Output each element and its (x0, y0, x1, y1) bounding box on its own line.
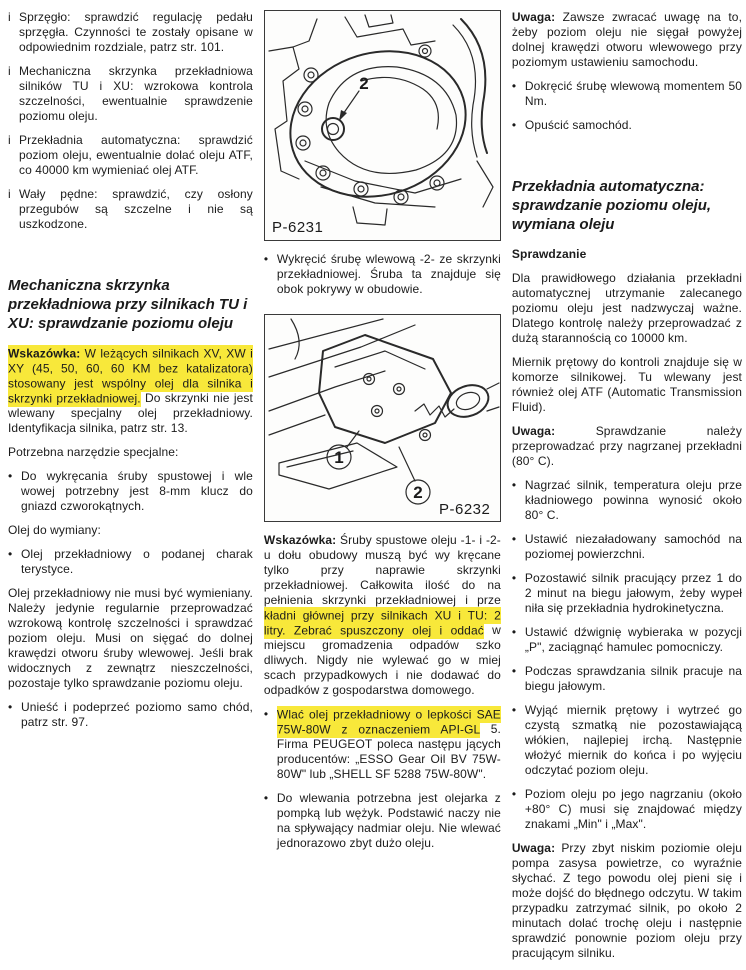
list-item-text (525, 625, 742, 655)
text-segment: Olej przekładniowy o podanej charak terystyce. (21, 547, 253, 576)
list-item-text (525, 703, 742, 778)
list-item-text (277, 707, 501, 782)
text-segment: Uwaga: (511, 841, 556, 855)
list-item-text (19, 10, 253, 55)
text-segment: 5. Firma PEUGEOT poleca następu jących producentów: „ESSO Gear Oil BV 75W-80W" lub „SHELL SF 5288 75W-80W". (276, 722, 501, 781)
text-segment: Ustawić dźwignię wybieraka w pozycji „P", zaciągnąć hamulec pomocniczy. (524, 625, 742, 654)
figure-p6232 (264, 314, 501, 522)
column-left (8, 10, 253, 970)
list-item (8, 133, 253, 178)
text-segment: Uwaga: (511, 424, 556, 438)
figure-callout-1: 1 (334, 448, 344, 467)
section-heading: Przekładnia automatyczna: sprawdzanie poziomu oleju, wymiana oleju (511, 178, 712, 233)
text-segment: Olej do wymiany: (8, 523, 101, 537)
text-segment: Sprzęgło: sprawdzić regulację pedału sprzęgła. Czynności te zostały opisane w odpowiednim rozdziale, patrz str. 101. (19, 10, 253, 54)
list-item (8, 547, 253, 577)
highlighted-text: W leżących silnikach XV, XW i XY (45, 50, 60, 60 KM bez katalizatora) stosowany jest wspólny olej dla silnika i skrzynki przekładniowej. (8, 346, 253, 405)
bullet-marker: • (263, 252, 269, 266)
list-item (512, 478, 742, 523)
list-item-text (525, 478, 742, 523)
bullet-marker: • (511, 532, 517, 546)
highlighted-text: Wlać olej przekładniowy o lepkości SAE 75W-80W z oznaczeniem API-GL (276, 707, 501, 736)
paragraph (264, 533, 501, 698)
text-segment: Mechaniczna skrzynka przekładniowa silników TU i XU: wzrokowa kontrola szczelności, ewentualnie sprawdzenie poziomu oleju. (19, 64, 253, 123)
list-item (264, 252, 501, 297)
paragraph (8, 586, 253, 691)
text-segment: Do wykręcania śruby spustowej i wle wowej potrzebny jest 8-mm klucz do gniazd czworokątnych. (21, 469, 253, 513)
list-item-text (525, 79, 742, 109)
figure-p6231 (264, 10, 501, 241)
bullet-marker: • (511, 118, 517, 132)
list-item (8, 187, 253, 232)
figure-callout-2: 2 (359, 74, 369, 93)
paragraph (512, 271, 742, 346)
bullet-marker: i (8, 64, 11, 78)
column-right (512, 10, 742, 970)
text-segment: Wyjąć miernik prętowy i wytrzeć go czystą szmatką nie pozostawiającą włókien, najlepiej irchą. Następnie włożyć miernik do końca i po wyjęciu odczytać poziom oleju. (524, 703, 742, 777)
list-item-text (525, 787, 742, 832)
bullet-marker: • (511, 625, 517, 639)
column-middle (264, 10, 501, 970)
list-item-text (19, 187, 253, 232)
text-segment: w miejscu gromadzenia odpadów szko dliwych. Nigdy nie wylewać go w miej scach przypadkowych i nie dodawać do odpadków z gospodarstwa domowego. (263, 623, 501, 697)
text-segment: Przy zbyt niskim poziomie oleju pompa zasysa powietrze, co wyraźnie słychać. Z tego powodu olej pieni się i może dojść do błędnego odczytu. W takim przypadku zatrzymać silnik, po około 2 minutach dolać trochę oleju i następnie sprawdzić ponownie poziom oleju przy pracującym silniku. (511, 841, 742, 960)
list-item (512, 625, 742, 655)
bullet-marker: • (8, 469, 13, 483)
text-segment: Do wlewania potrzebna jest olejarka z pompką lub wężyk. Podstawić naczy nie na spływający nadmiar oleju. Nie wlewać jednorazowo zbyt dużo oleju. (276, 791, 501, 850)
list-item-text (277, 252, 501, 297)
text-segment: Poziom oleju po jego nagrzaniu (około +80° C) musi się znajdować między znakami „Min" i „Max". (524, 787, 742, 831)
text-segment: Śruby spustowe oleju -1- i -2- u dołu obudowy muszą być wy kręcane tylko przy naprawie skrzynki przekładniowej. Całkowita ilość do na pełnienia skrzynki przekładniowej i prze (263, 533, 501, 607)
bullet-marker: • (8, 700, 13, 714)
list-item (264, 707, 501, 782)
gearbox-filler-plug-drawing (265, 11, 500, 240)
list-item (8, 469, 253, 514)
figure-callout-2: 2 (413, 483, 423, 502)
text-segment: Nagrzać silnik, temperatura oleju prze kładniowego powinna wynosić około 80° C. (524, 478, 742, 522)
text-segment: Miernik prętowy do kontroli znajduje się w komorze silnikowej. Tu wlewany jest również olej ATF (Automatic Transmission Fluid). (511, 355, 742, 414)
text-segment: Do skrzynki nie jest wlewany specjalny olej przekładniowy. Identyfikacja silnika, patrz str. 13. (8, 391, 253, 435)
bullet-marker: • (8, 547, 13, 561)
list-item (8, 700, 253, 730)
list-item (512, 118, 742, 133)
text-segment: Ustawić niezaładowany samochód na poziomej powierzchni. (524, 532, 742, 561)
bullet-marker: • (511, 478, 517, 492)
sub-heading: Sprawdzanie (511, 247, 587, 261)
figure-label: P-6231 (271, 219, 324, 236)
text-segment: Pozostawić silnik pracujący przez 1 do 2 minut na biegu jałowym, żeby wypeł niła się przekładnia hydrokinetyczna. (524, 571, 742, 615)
text-segment: Dokręcić śrubę wlewową momentem 50 Nm. (524, 79, 742, 108)
paragraph (512, 355, 742, 415)
paragraph (512, 841, 742, 961)
list-item (512, 532, 742, 562)
paragraph (8, 445, 253, 460)
bullet-marker: • (511, 787, 517, 801)
text-segment: Olej przekładniowy nie musi być wymieniany. Należy jedynie regularnie przeprowadzać wzrokową kontrolę szczelności i sprawdzać poziom oleju. Musi on sięgać do dolnej krawędzi otworu śruby wlewowej. Jeśli brak widocznych z zewnątrz nieszczelności, pozostaje tylko sprawdzanie poziomu oleju. (8, 586, 253, 690)
bullet-marker: i (8, 10, 11, 24)
list-item (512, 703, 742, 778)
list-item (512, 787, 742, 832)
list-item-text (525, 118, 742, 133)
highlighted-text: kładni głównej przy silnikach XU i TU: 2 litry. Zebrać spuszczony olej i oddać (263, 608, 501, 637)
list-item (264, 791, 501, 851)
text-segment: Wały pędne: sprawdzić, czy osłony przegubów są szczelne i nie są uszkodzone. (19, 187, 253, 231)
bullet-marker: • (263, 791, 269, 805)
text-segment: Sprawdzanie należy przeprowadzać przy nagrzanej przekładni (80° C). (511, 424, 742, 468)
bullet-marker: • (511, 703, 517, 717)
gearbox-drain-plugs-drawing (265, 315, 500, 521)
bullet-marker: • (263, 707, 269, 721)
list-item (512, 79, 742, 109)
list-item-text (525, 532, 742, 562)
text-segment: Zawsze zwracać uwagę na to, żeby poziom oleju nie sięgał powyżej dolnej krawędzi otworu wlewowego przy poziomym ustawieniu samochodu. (511, 10, 742, 69)
text-segment: Wykręcić śrubę wlewową -2- ze skrzynki przekładniowej. Śruba ta znajduje się obok pokrywy w obudowie. (276, 252, 501, 296)
text-segment: Potrzebna narzędzie specjalne: (8, 445, 179, 459)
figure-label: P-6232 (438, 501, 491, 518)
paragraph (512, 10, 742, 70)
bullet-marker: • (511, 664, 517, 678)
list-item (512, 571, 742, 616)
text-segment: Przekładnia automatyczna: sprawdzić poziom oleju, ewentualnie dolać oleju ATF, co 40000 km wymieniać olej ATF. (19, 133, 253, 177)
list-item-text (277, 791, 501, 851)
bullet-marker: i (8, 187, 11, 201)
list-item-text (19, 133, 253, 178)
bullet-marker: i (8, 133, 11, 147)
paragraph (8, 523, 253, 538)
text-segment: Unieść i podeprzeć poziomo samo chód, patrz str. 97. (21, 700, 253, 729)
paragraph (512, 424, 742, 469)
text-segment: Opuścić samochód. (524, 118, 632, 132)
list-item-text (21, 469, 253, 514)
text-segment: Uwaga: (511, 10, 556, 24)
highlighted-text: Wskazówka: (8, 346, 81, 360)
bullet-marker: • (511, 79, 517, 93)
text-segment: Wskazówka: (263, 533, 337, 547)
text-segment: Podczas sprawdzania silnik pracuje na biegu jałowym. (524, 664, 742, 693)
list-item (512, 664, 742, 694)
list-item (8, 64, 253, 124)
paragraph (8, 346, 253, 436)
list-item-text (19, 64, 253, 124)
list-item-text (21, 547, 253, 577)
bullet-marker: • (511, 571, 517, 585)
list-item-text (525, 571, 742, 616)
list-item-text (21, 700, 253, 730)
text-segment: Dla prawidłowego działania przekładni automatycznej utrzymanie zalecanego poziomu oleju jest nadzwyczaj ważne. Dlatego kontrolę należy przeprowadzać z dużą starannością co 10000 km. (511, 271, 742, 345)
section-heading: Mechaniczna skrzynka przekładniowa przy silnikach TU i XU: sprawdzanie poziomu oleju (8, 277, 248, 332)
list-item (8, 10, 253, 55)
list-item-text (525, 664, 742, 694)
